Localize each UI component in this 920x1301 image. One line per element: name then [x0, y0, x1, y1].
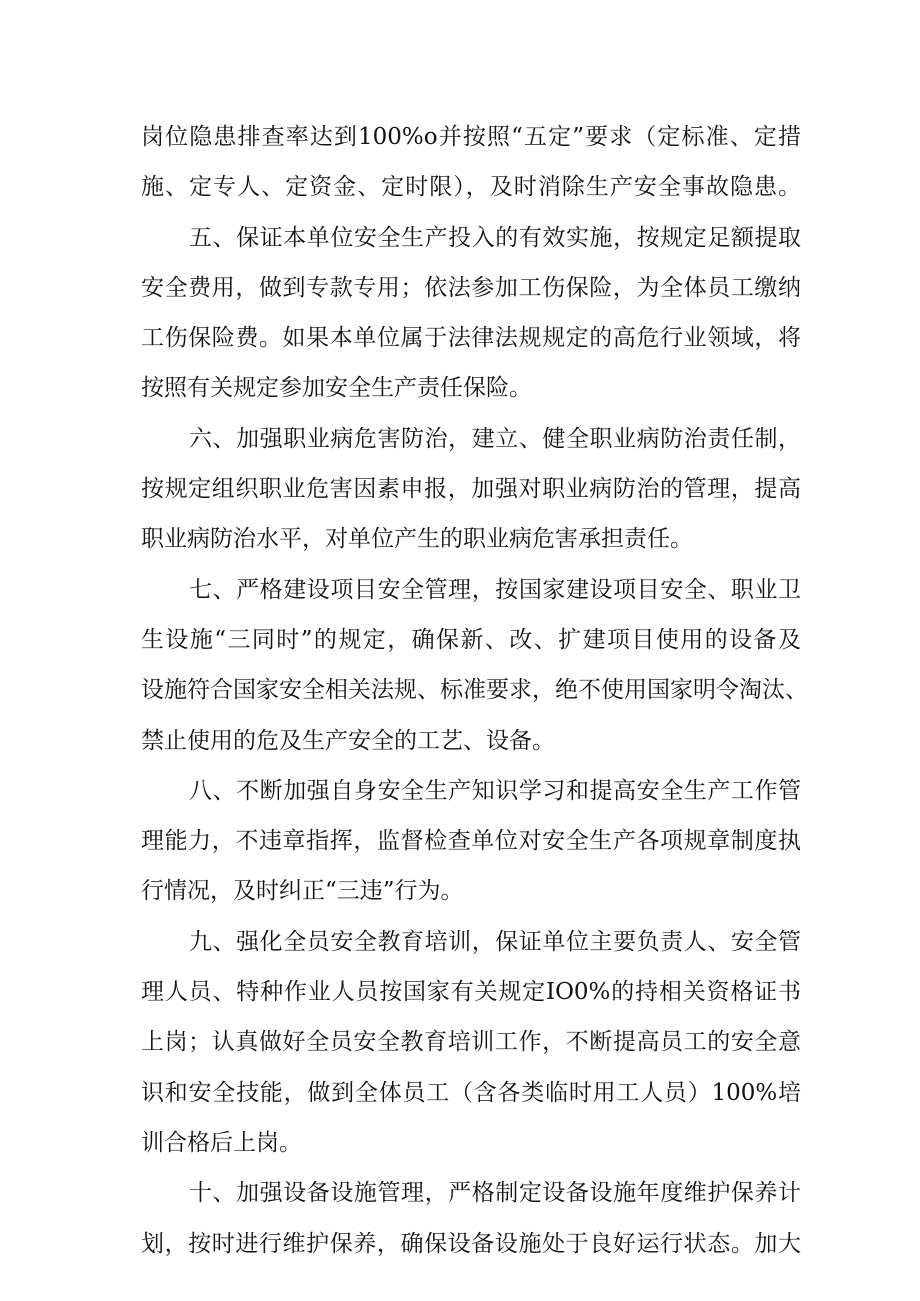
- paragraph-line: 理能力，不违章指挥，监督检查单位对安全生产各项规章制度执: [141, 828, 801, 855]
- paragraph-line: 划，按时进行维护保养，确保设备设施处于良好运行状态。加大: [141, 1230, 801, 1257]
- document-body: [141, 112, 808, 1269]
- paragraph-line: 生设施“三同时”的规定，确保新、改、扩建项目使用的设备及: [141, 626, 801, 653]
- paragraph-line: 职业病防治水平，对单位产生的职业病危害承担责任。: [141, 526, 693, 553]
- paragraph-first-line: 六、加强职业病危害防治，建立、健全职业病防治责任制，: [189, 425, 801, 452]
- paragraph-line: 按规定组织职业危害因素申报，加强对职业病防治的管理，提高: [141, 476, 801, 503]
- paragraph-line: 按照有关规定参加安全生产责任保险。: [141, 375, 532, 402]
- paragraph-line: 上岗；认真做好全员安全教育培训工作，不断提高员工的安全意: [141, 1029, 801, 1056]
- paragraph-first-line: 八、不断加强自身安全生产知识学习和提高安全生产工作管: [189, 777, 801, 804]
- paragraph-first-line: 七、严格建设项目安全管理，按国家建设项目安全、职业卫: [189, 576, 801, 603]
- paragraph-line: 设施符合国家安全相关法规、标准要求，绝不使用国家明令淘汰、: [141, 677, 808, 704]
- paragraph-line: 安全费用，做到专款专用；依法参加工伤保险，为全体员工缴纳: [141, 274, 801, 301]
- paragraph-line: 行情况，及时纠正“三违”行为。: [141, 878, 464, 905]
- paragraph-line: 训合格后上岗。: [141, 1129, 302, 1156]
- paragraph-line: 理人员、特种作业人员按国家有关规定IO0%的持相关资格证书: [141, 979, 801, 1006]
- paragraph-first-line: 十、加强设备设施管理，严格制定设备设施年度维护保养计: [189, 1180, 801, 1207]
- paragraph-line: 施、定专人、定资金、定时限），及时消除生产安全事故隐患。: [141, 174, 801, 201]
- paragraph-first-line: 九、强化全员安全教育培训，保证单位主要负责人、安全管: [189, 928, 801, 955]
- paragraph-line: 识和安全技能，做到全体员工（含各类临时用工人员）100%培: [141, 1079, 801, 1106]
- paragraph-line: 禁止使用的危及生产安全的工艺、设备。: [141, 727, 555, 754]
- paragraph-line: 工伤保险费。如果本单位属于法律法规规定的高危行业领域，将: [141, 325, 801, 352]
- paragraph-line: 岗位隐患排查率达到100%o并按照“五定”要求（定标准、定措: [141, 124, 801, 150]
- paragraph-first-line: 五、保证本单位安全生产投入的有效实施，按规定足额提取: [189, 224, 801, 251]
